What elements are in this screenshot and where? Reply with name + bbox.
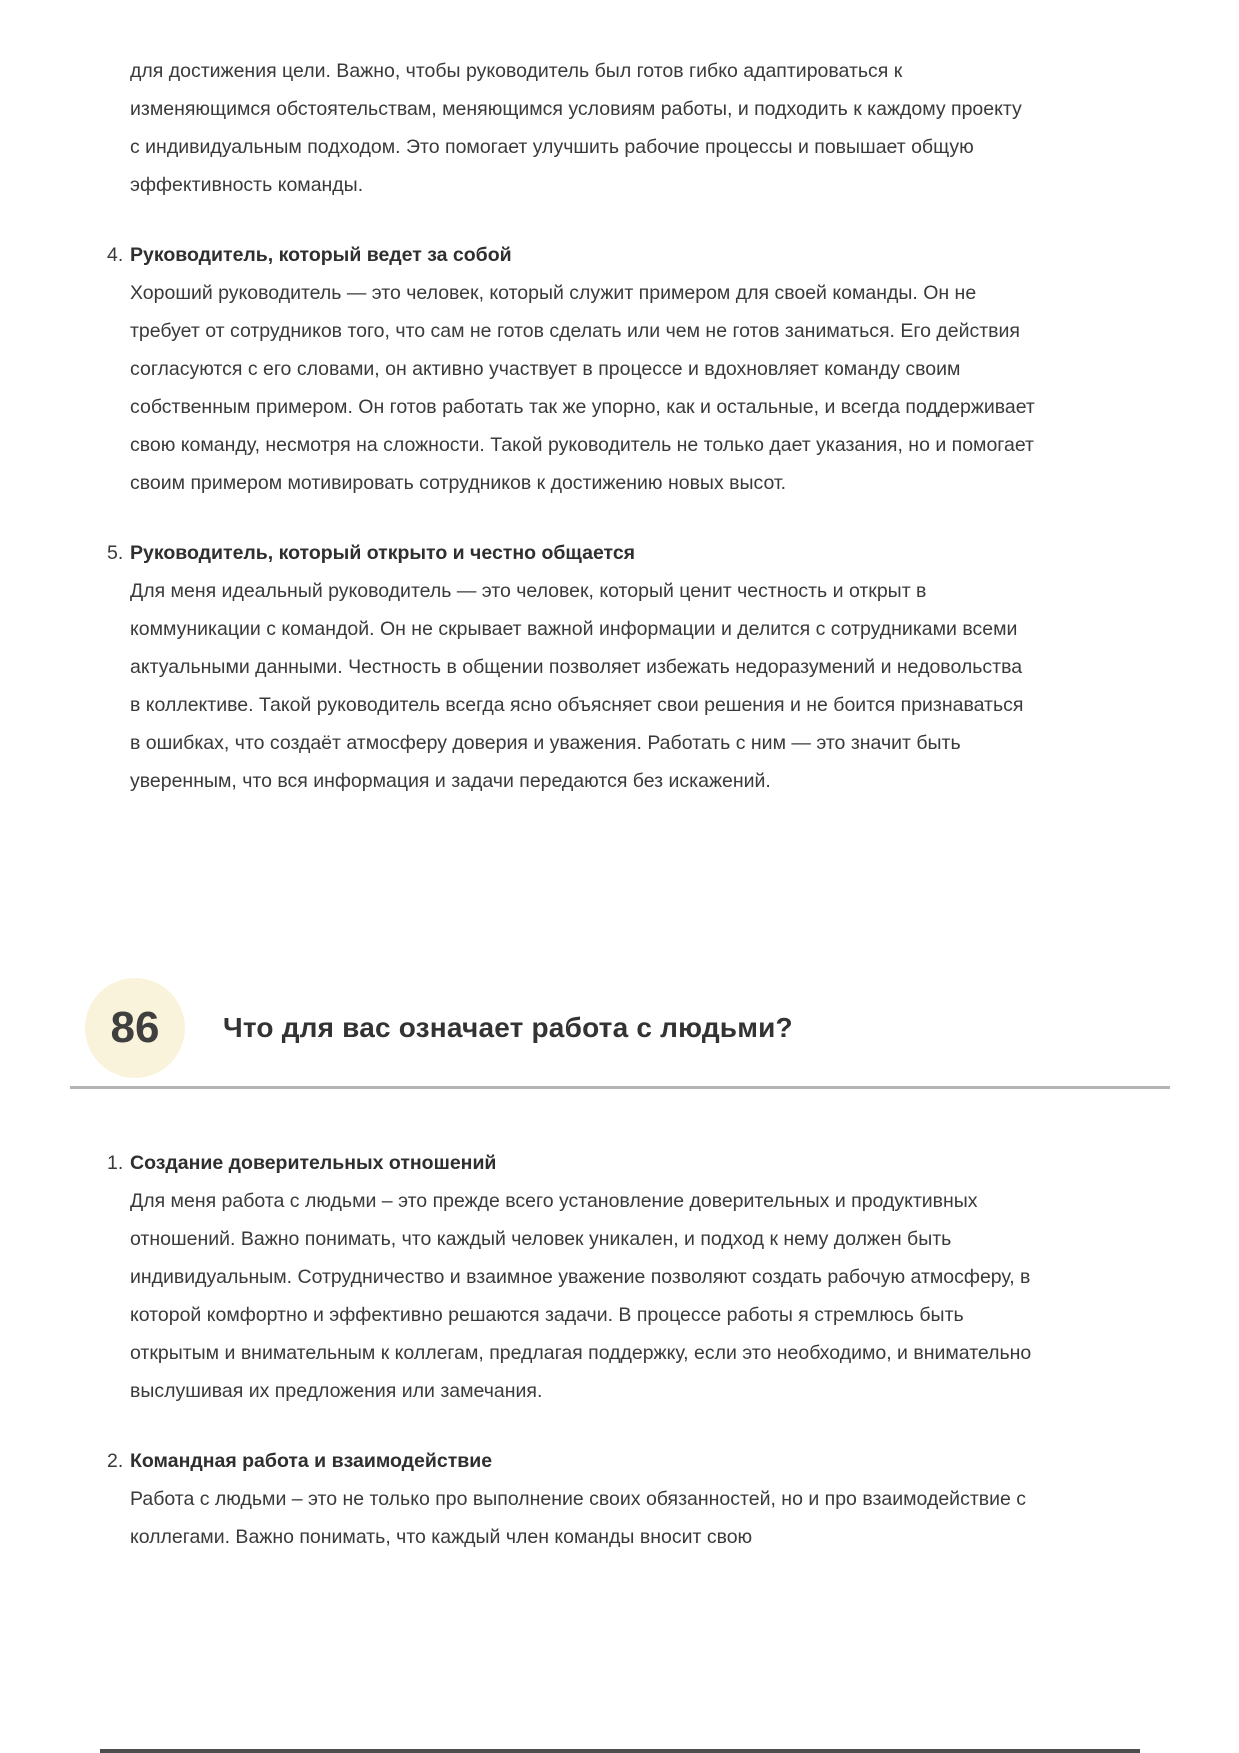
list-item-content <box>130 1442 1035 1556</box>
list-item-content <box>130 534 1035 800</box>
list-item-leader-5 <box>107 534 1040 800</box>
question-header <box>85 978 1239 1078</box>
continuation-paragraph: для достижения цели. Важно, чтобы руководитель был готов гибко адаптироваться к изменяющимся обстоятельствам, меняющимся условиям работы, и подходить к каждому проекту с индивидуальным подходом. Это помогает улучшить рабочие процессы и повышает общую эффективность команды. <box>130 60 1022 196</box>
list-item-body: Хороший руководитель — это человек, который служит примером для своей команды. Он не требует от сотрудников того, что сам не готов сделать или чем не готов заниматься. Его действия согласуются с его словами, он активно участвует в процессе и вдохновляет команду своим собственным примером. Он готов работать так же упорно, как и остальные, и всегда поддерживает свою команду, несмотря на сложности. Такой руководитель не только дает указания, но и помогает своим примером мотивировать сотрудников к достижению новых высот. <box>130 282 1035 494</box>
list-item-title: Командная работа и взаимодействие <box>130 1450 493 1472</box>
list-item-answer-1 <box>107 1144 1040 1410</box>
question-number: 86 <box>110 1003 160 1052</box>
list-item-number: 2. <box>107 1450 124 1472</box>
list-item-answer-2 <box>107 1442 1040 1556</box>
list-item-content <box>130 236 1035 502</box>
list-item-number: 1. <box>107 1152 124 1174</box>
question-title: Что для вас означает работа с людьми? <box>223 1012 793 1043</box>
list-item-body: Для меня работа с людьми – это прежде всего установление доверительных и продуктивных отношений. Важно понимать, что каждый человек уникален, и подход к нему должен быть индивидуальным. Сотрудничество и взаимное уважение позволяют создать рабочую атмосферу, в которой комфортно и эффективно решаются задачи. В процессе работы я стремлюсь быть открытым и внимательным к коллегам, предлагая поддержку, если это необходимо, и внимательно выслушивая их предложения или замечания. <box>130 1190 1032 1402</box>
list-item-title: Руководитель, который открыто и честно общается <box>130 542 636 564</box>
list-item-body: Для меня идеальный руководитель — это человек, который ценит честность и открыт в коммуникации с командой. Он не скрывает важной информации и делится с сотрудниками всеми актуальными данными. Честность в общении позволяет избежать недоразумений и недовольства в коллективе. Такой руководитель всегда ясно объясняет свои решения и не боится признаваться в ошибках, что создаёт атмосферу доверия и уважения. Работать с ним — это значит быть уверенным, что вся информация и задачи передаются без искажений. <box>130 580 1024 792</box>
leadership-section <box>0 0 1040 800</box>
answer-section <box>0 1144 1040 1556</box>
question-number-badge <box>85 978 185 1078</box>
list-item-number: 5. <box>107 542 124 564</box>
list-item-body: Работа с людьми – это не только про выполнение своих обязанностей, но и про взаимодействие с коллегами. Важно понимать, что каждый член команды вносит свою <box>130 1488 1027 1548</box>
list-item-number: 4. <box>107 244 124 266</box>
list-item-content <box>130 1144 1035 1410</box>
list-item-title: Руководитель, который ведет за собой <box>130 244 512 266</box>
section-divider <box>70 1086 1170 1089</box>
list-item-leader-4 <box>107 236 1040 502</box>
list-item-title: Создание доверительных отношений <box>130 1152 497 1174</box>
bottom-edge-bar <box>100 1749 1140 1753</box>
